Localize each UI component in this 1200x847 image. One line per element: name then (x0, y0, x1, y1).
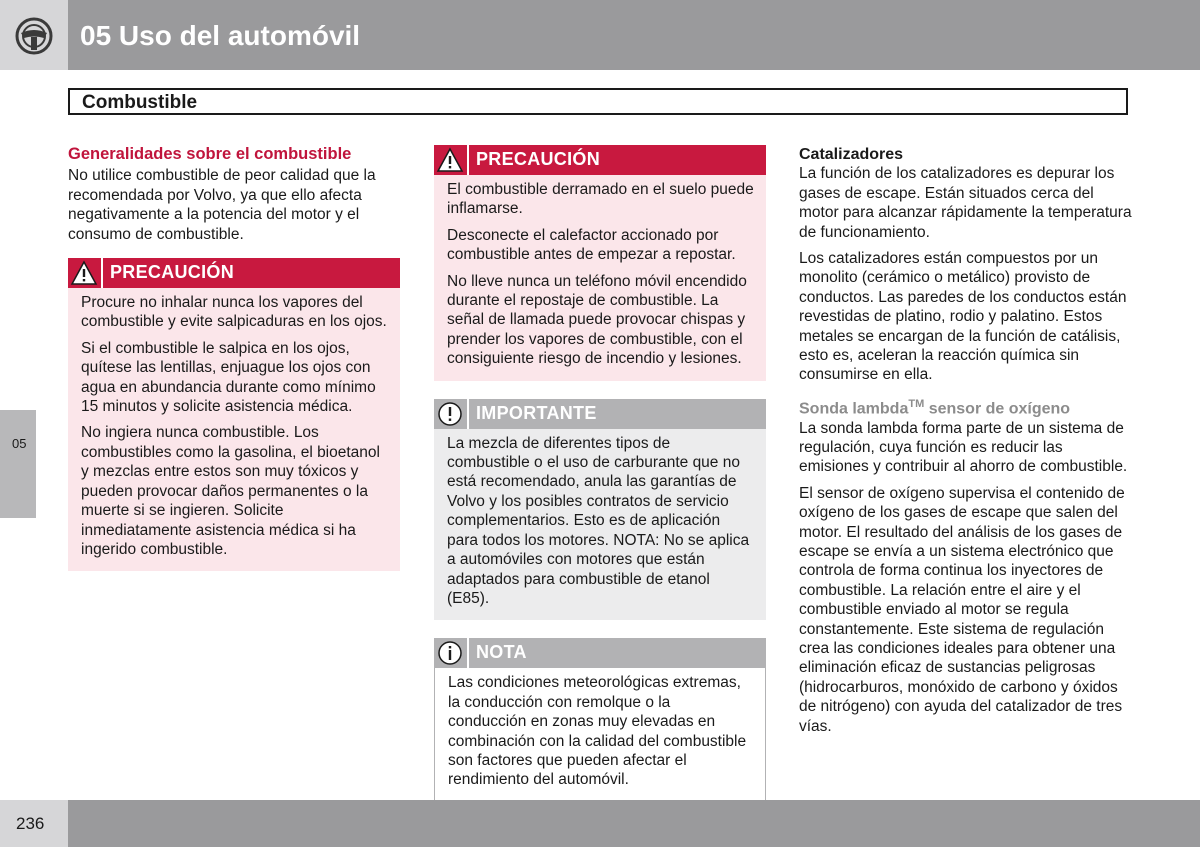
column-right (799, 145, 1133, 743)
note-box (434, 638, 766, 802)
footer-bar (0, 800, 1200, 847)
lambda-paragraph: La sonda lambda forma parte de un sistema de regulación, cuya función es reducir las emisiones y contribuir al ahorro de combustible. (799, 419, 1128, 476)
caution-title: PRECAUCIÓN (110, 262, 235, 283)
note-box-header (434, 638, 766, 668)
caution-paragraph: No lleve nunca un teléfono móvil encendido durante el repostaje de combustible. La señal de llamada puede provocar chispas y prender los vapores de combustible, con el consiguiente riesgo de incendio y lesiones. (447, 272, 747, 368)
caution-title: PRECAUCIÓN (476, 149, 601, 169)
steering-wheel-icon (14, 16, 54, 56)
warning-triangle-icon (70, 259, 98, 287)
important-title: IMPORTANTE (476, 402, 597, 423)
lambda-heading (799, 395, 1133, 419)
header-separator (467, 145, 469, 175)
catalysts-heading: Catalizadores (799, 146, 904, 163)
exclamation-circle-icon (436, 400, 464, 428)
fuel-general-heading: Generalidades sobre el combustible (68, 145, 352, 163)
caution-box-header (68, 258, 400, 288)
caution-paragraph: El combustible derramado en el suelo puede inflamarse. (447, 181, 754, 218)
header-separator (467, 399, 469, 429)
chapter-title: 05 Uso del automóvil (80, 20, 361, 51)
trademark-mark: TM (908, 397, 925, 410)
important-box (434, 399, 766, 621)
warning-triangle-icon (436, 146, 464, 174)
caution-body (68, 288, 400, 571)
caution-box-inhale (68, 258, 400, 571)
caution-paragraph: No ingiera nunca combustible. Los combustibles como la gasolina, el bioetanol y mezclas entre estos son muy tóxicos y pueden provocar daños permanentes o la muerte si se ingieren. Solicite inmediatamente asistencia médica si ha ingerido combustible. (81, 424, 380, 558)
fuel-general-intro: No utilice combustible de peor calidad que la recomendada por Volvo, ya que ello afecta negativamente a la potencia del motor y el consumo de combustible. (68, 167, 376, 243)
chapter-tab-label: 05 (12, 436, 27, 451)
caution-paragraph: Desconecte el calefactor accionado por combustible antes de empezar a repostar. (447, 226, 736, 264)
column-middle (434, 145, 766, 821)
header-icon-cell (0, 0, 68, 70)
catalysts-paragraph: La función de los catalizadores es depurar los gases de escape. Están situados cerca del motor para alcanzar rápidamente la temperatura de funcionamiento. (799, 165, 1132, 241)
header-separator (467, 638, 469, 668)
lambda-heading-suffix: sensor de oxígeno (924, 400, 1071, 418)
chapter-tab (0, 410, 36, 518)
important-body (434, 429, 766, 621)
caution-paragraph: Procure no inhalar nunca los vapores del combustible y evite salpicaduras en los ojos. (81, 294, 387, 331)
note-body (434, 668, 766, 802)
caution-box-spill (434, 145, 766, 381)
info-circle-icon (436, 639, 464, 667)
section-title: Combustible (82, 92, 198, 113)
page-number: 236 (16, 814, 45, 833)
important-paragraph: La mezcla de diferentes tipos de combustible o el uso de carburante que no está recomendado, anula las garantías de Volvo y los posibles contratos de servicio complementarios. Esto es de aplicación para todos los motores. NOTA: No se aplica a automóviles con motores que están adaptados para combustible de etanol (E85). (447, 434, 750, 607)
lambda-paragraph: El sensor de oxígeno supervisa el contenido de oxígeno de los gases de escape que salen del motor. El resultado del análisis de los gases de escape se envía a un sistema electrónico que controla de forma continua los inyectores de combustible. La relación entre el aire y el combustible enviado al motor se regula constantemente. Este sistema de regulación crea las condiciones ideales para obtener una eliminación eficaz de sustancias peligrosas (hidrocarburos, monóxido de carbono y óxidos de nitrógeno) con ayuda del catalizador de tres vías. (799, 484, 1125, 735)
header-separator (101, 258, 103, 288)
caution-box-header (434, 145, 766, 175)
caution-paragraph: Si el combustible le salpica en los ojos, quítese las lentillas, enjuague los ojos con agua en abundancia durante como mínimo 15 minutos y solicite asistencia médica. (81, 339, 376, 416)
note-paragraph: Las condiciones meteorológicas extremas, la conducción con remolque o la conducción en zonas muy elevadas en combinación con la calidad del combustible son factores que pueden afectar el rendimiento del automóvil. (448, 674, 747, 789)
caution-body (434, 175, 766, 381)
column-left (68, 145, 400, 589)
lambda-heading-text: Sonda lambda (799, 400, 909, 418)
important-box-header (434, 399, 766, 429)
note-title: NOTA (476, 642, 527, 663)
section-header (68, 88, 1128, 115)
catalysts-paragraph: Los catalizadores están compuestos por un monolito (cerámico o metálico) provisto de conductos. Las paredes de los conductos están revestidas de platino, rodio y palatino. Estos metales se encargan de la función de catálisis, esto es, aceleran la reacción química sin consumirse en ella. (799, 250, 1127, 384)
